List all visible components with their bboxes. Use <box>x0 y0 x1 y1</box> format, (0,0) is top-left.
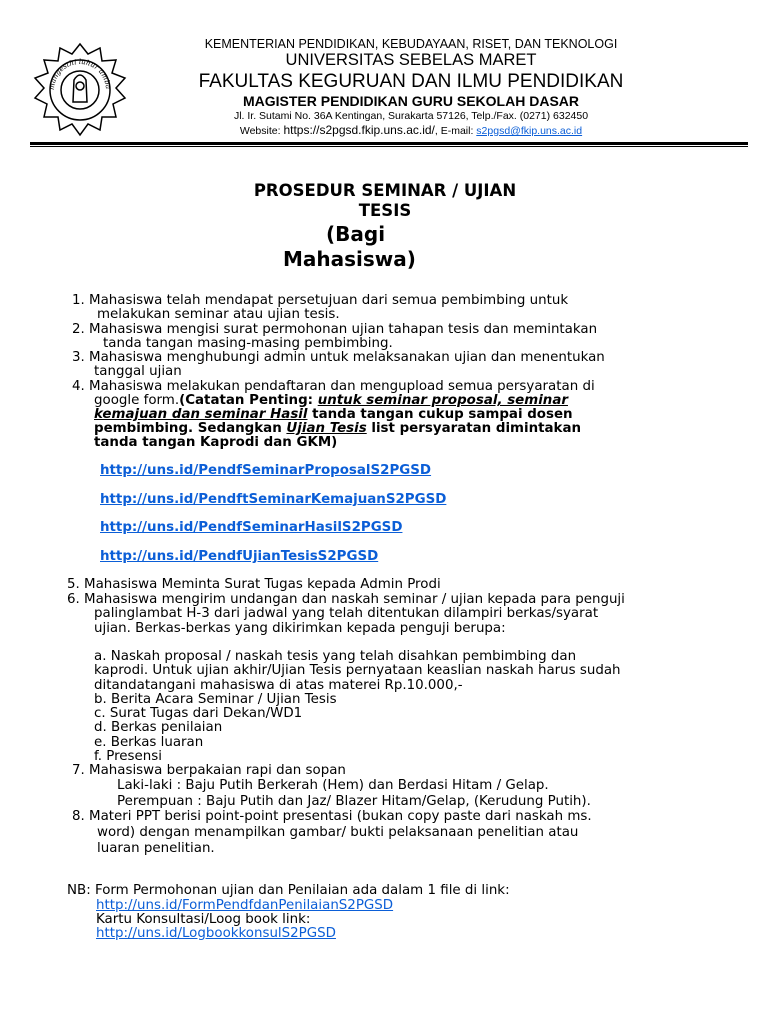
page-title-line2: TESIS <box>358 201 412 220</box>
website-label: Website: <box>239 125 284 137</box>
email-link[interactable]: s2pgsd@fkip.uns.ac.id <box>476 125 583 137</box>
item-6-line1: 6. Mahasiswa mengirim undangan dan naskah seminar / ujian kepada para penguji <box>67 592 625 607</box>
page-subtitle-line2: Mahasiswa) <box>283 247 416 271</box>
link-logbook[interactable]: http://uns.id/LogbookkonsulS2PGSD <box>96 926 336 941</box>
item-2-line1: 2. Mahasiswa mengisi surat permohonan ujian tahapan tesis dan memintakan <box>72 322 598 337</box>
item-8-line1: 8. Materi PPT berisi point-point presentasi (bukan copy paste dari naskah ms. <box>72 809 592 824</box>
ministry-name: KEMENTERIAN PENDIDIKAN, KEBUDAYAAN, RISET, DAN TEKNOLOGI <box>204 37 618 51</box>
link-seminar-proposal[interactable]: http://uns.id/PendfSeminarProposalS2PGSD <box>100 463 432 478</box>
item-8-line2: word) dengan menampilkan gambar/ bukti pelaksanaan penelitian atau <box>97 825 579 840</box>
item-4-note-text2: pembimbing. Sedangkan <box>94 421 287 436</box>
logo-motto: mangesthi luhur amba <box>47 57 113 91</box>
item-1-line2: melakukan seminar atau ujian tesis. <box>97 307 340 322</box>
link-form-permohonan[interactable]: http://uns.id/FormPendfdanPenilaianS2PGSD <box>96 898 394 913</box>
item-4-note-emph3: Ujian Tesis <box>286 421 367 436</box>
item-4-line5: tanda tangan Kaprodi dan GKM) <box>94 435 338 450</box>
program-name: MAGISTER PENDIDIKAN GURU SEKOLAH DASAR <box>242 93 579 109</box>
note-text: NB: Form Permohonan ujian dan Penilaian ada dalam 1 file di link: <box>67 883 510 898</box>
faculty-name: FAKULTAS KEGURUAN DAN ILMU PENDIDIKAN <box>198 71 624 92</box>
item-3-line1: 3. Mahasiswa menghubungi admin untuk melaksanakan ujian dan menentukan <box>72 350 605 365</box>
header-rule <box>30 142 748 145</box>
item-1-line1: 1. Mahasiswa telah mendapat persetujuan dari semua pembimbing untuk <box>72 293 569 308</box>
link-seminar-hasil[interactable]: http://uns.id/PendfSeminarHasilS2PGSD <box>100 520 403 535</box>
page-title-line1: PROSEDUR SEMINAR / UJIAN <box>253 181 517 200</box>
item-6a-line3: ditandatangani mahasiswa di atas materei Rp.10.000,- <box>94 678 463 693</box>
link-seminar-kemajuan[interactable]: http://uns.id/PendftSeminarKemajuanS2PGSD <box>100 492 447 507</box>
item-5: 5. Mahasiswa Meminta Surat Tugas kepada Admin Prodi <box>67 577 441 592</box>
website-link[interactable]: https://s2pgsd.fkip.uns.ac.id/ <box>283 123 435 137</box>
item-6f: f. Presensi <box>94 749 162 764</box>
email-label: , E-mail: <box>434 125 477 137</box>
item-6b: b. Berita Acara Seminar / Ujian Tesis <box>94 692 337 707</box>
item-8-line3: luaran penelitian. <box>97 841 215 856</box>
item-4-line1: 4. Mahasiswa melakukan pendaftaran dan mengupload semua persyaratan di <box>72 379 595 394</box>
item-4-plain: google form. <box>94 393 180 408</box>
item-6d: d. Berkas penilaian <box>94 720 223 735</box>
item-7: 7. Mahasiswa berpakaian rapi dan sopan <box>72 763 346 778</box>
item-4-note-label: (Catatan Penting: <box>179 393 318 408</box>
item-2-line2: tanda tangan masing-masing pembimbing. <box>103 336 393 351</box>
item-6a-line2: kaprodi. Untuk ujian akhir/Ujian Tesis pernyataan keaslian naskah harus sudah <box>94 663 621 678</box>
university-name: UNIVERSITAS SEBELAS MARET <box>285 51 537 69</box>
item-6c: c. Surat Tugas dari Dekan/WD1 <box>94 706 303 721</box>
page-subtitle-line1: (Bagi <box>326 222 386 246</box>
item-7-female: Perempuan : Baju Putih dan Jaz/ Blazer Hitam/Gelap, (Kerudung Putih). <box>117 794 591 809</box>
address: Jl. Ir. Sutami No. 36A Kentingan, Surakarta 57126, Telp./Fax. (0271) 632450 <box>233 110 589 122</box>
item-3-line2: tanggal ujian <box>94 364 182 379</box>
logbook-label: Kartu Konsultasi/Loog book link: <box>96 912 311 927</box>
contact-line <box>150 123 672 137</box>
item-4-note-text3: list persyaratan dimintakan <box>366 421 582 436</box>
item-4-note-emph2: kemajuan dan seminar Hasil <box>94 407 308 422</box>
header-rule-thin <box>30 146 748 147</box>
item-6-line3: ujian. Berkas-berkas yang dikirimkan kepada penguji berupa: <box>94 621 506 636</box>
item-6-line2: palinglambat H-3 dari jadwal yang telah ditentukan dilampiri berkas/syarat <box>94 606 599 621</box>
link-ujian-tesis[interactable]: http://uns.id/PendfUjianTesisS2PGSD <box>100 549 379 564</box>
item-4-note-text1: tanda tangan cukup sampai dosen <box>307 407 573 422</box>
item-6a-line1: a. Naskah proposal / naskah tesis yang telah disahkan pembimbing dan <box>94 649 577 664</box>
university-logo <box>30 40 130 140</box>
item-7-male: Laki-laki : Baju Putih Berkerah (Hem) dan Berdasi Hitam / Gelap. <box>117 778 549 793</box>
item-4-note-emph1: untuk seminar proposal, seminar <box>317 393 568 408</box>
item-6e: e. Berkas luaran <box>94 735 204 750</box>
